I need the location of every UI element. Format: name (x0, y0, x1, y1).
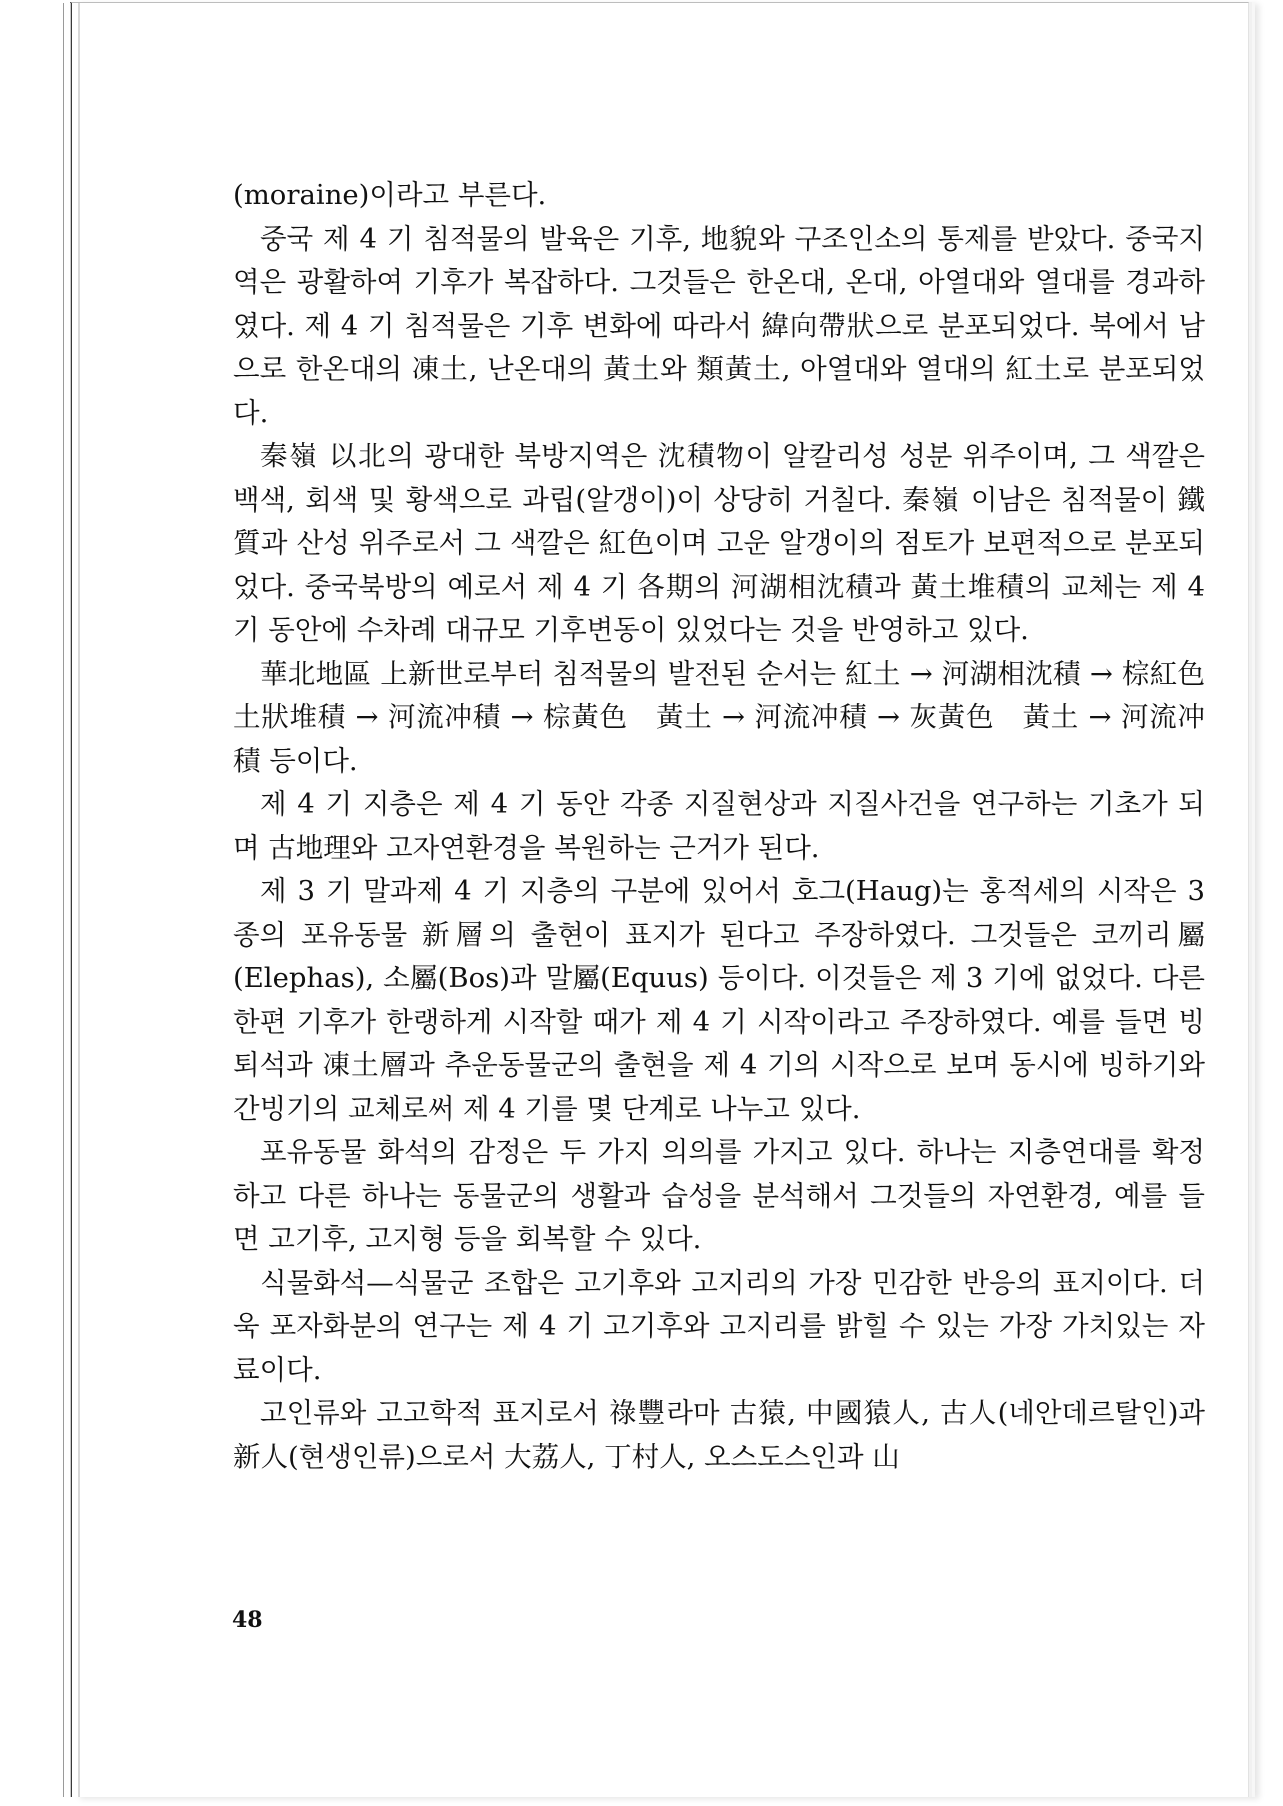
paragraph: 고인류와 고고학적 표지로서 祿豐라마 古猿, 中國猿人, 古人(네안데르탈인)과 新人(현생인류)으로서 大荔人, 丁村人, 오스도스인과 山 (233, 1397, 1205, 1473)
paragraph: 중국 제 4 기 침적물의 발육은 기후, 地貌와 구조인소의 통제를 받았다. 중국지역은 광활하여 기후가 복잡하다. 그것들은 한온대, 온대, 아열대와 열대를 경과하였다. 제 4 기 침적물은 기후 변화에 따라서 緯向帶狀으로 분포되었다. 북에서 남으로 한온대의 凍土, 난온대의 黃土와 類黃土, 아열대와 열대의 紅土로 분포되었다. (233, 222, 1205, 429)
paragraph: 秦嶺 以北의 광대한 북방지역은 沈積物이 알칼리성 성분 위주이며, 그 색깔은 백색, 회색 및 황색으로 과립(알갱이)이 상당히 거칠다. 秦嶺 이남은 침적물이 鐵質과 산성 위주로서 그 색깔은 紅色이며 고운 알갱이의 점토가 보편적으로 분포되었다. 중국북방의 예로서 제 4 기 各期의 河湖相沈積과 黃土堆積의 교체는 제 4 기 동안에 수차례 대규모 기후변동이 있었다는 것을 반영하고 있다. (233, 440, 1205, 646)
paragraph: 華北地區 上新世로부터 침적물의 발전된 순서는 紅土 → 河湖相沈積 → 棕紅色 土狀堆積 → 河流冲積 → 棕黃色 黃土 → 河流冲積 → 灰黃色 黃土 → 河流冲積 등이다. (233, 657, 1233, 777)
book-page (70, 2, 1249, 1797)
paragraph: 식물화석—식물군 조합은 고기후와 고지리의 가장 민감한 반응의 표지이다. 더욱 포자화분의 연구는 제 4 기 고기후와 고지리를 밝힐 수 있는 가장 가치있는 자료이다. (233, 1266, 1205, 1386)
paragraph: 제 3 기 말과제 4 기 지층의 구분에 있어서 호그(Haug)는 홍적세의 시작은 3종의 포유동물 新層의 출현이 표지가 된다고 주장하였다. 그것들은 코끼리屬(Elephas), 소屬(Bos)과 말屬(Equus) 등이다. 이것들은 제 3 기에 없었다. 다른 한편 기후가 한랭하게 시작할 때가 제 4 기 시작이라고 주장하였다. 예를 들면 빙퇴석과 凍土層과 추운동물군의 출현을 제 4 기의 시작으로 보며 동시에 빙하기와 간빙기의 교체로써 제 4 기를 몇 단계로 나누고 있다. (233, 875, 1205, 1125)
paragraph: (moraine)이라고 부른다. (233, 179, 547, 211)
body-text (233, 174, 1233, 1479)
paragraph: 제 4 기 지층은 제 4 기 동안 각종 지질현상과 지질사건을 연구하는 기초가 되며 古地理와 고자연환경을 복원하는 근거가 된다. (233, 788, 1205, 864)
page-number: 48 (232, 1607, 263, 1633)
paragraph: 포유동물 화석의 감정은 두 가지 의의를 가지고 있다. 하나는 지층연대를 확정하고 다른 하나는 동물군의 생활과 습성을 분석해서 그것들의 자연환경, 예를 들면 고기후, 고지형 등을 회복할 수 있다. (233, 1136, 1205, 1255)
